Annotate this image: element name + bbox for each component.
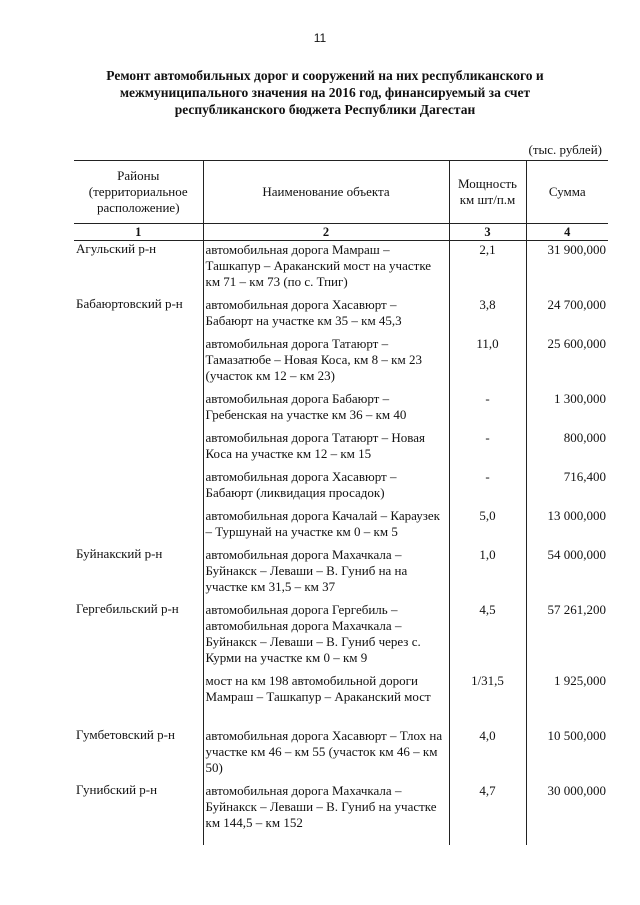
header-row: [74, 161, 608, 224]
header-object: Наименование объекта: [203, 161, 449, 224]
sum-cell: 25 600,000: [547, 336, 606, 351]
table-row: [74, 672, 608, 727]
power-cell: 5,0: [449, 507, 526, 546]
district-cell: [74, 335, 203, 390]
units-label: (тыс. рублей): [528, 142, 602, 157]
power-cell: -: [449, 390, 526, 429]
district-cell: Бабаюртовский р-н: [76, 296, 183, 311]
sum-cell: 54 000,000: [547, 547, 606, 562]
table-row: [74, 601, 608, 672]
sum-cell: 1 925,000: [554, 673, 606, 688]
sum-cell: 13 000,000: [547, 508, 606, 523]
object-cell: автомобильная дорога Мамраш – Ташкапур – Араканский мост на участке км 71 – км 73 (по с. Тпиг): [203, 241, 449, 297]
column-number: 1: [74, 224, 203, 241]
object-cell: автомобильная дорога Хасавюрт – Тлох на участке км 46 – км 55 (участок км 46 – км 50): [203, 727, 449, 782]
sum-cell: 10 500,000: [547, 728, 606, 743]
sum-cell: 31 900,000: [547, 242, 606, 257]
power-cell: 4,0: [449, 727, 526, 782]
sum-cell: 57 261,200: [547, 602, 606, 617]
column-number: 3: [449, 224, 526, 241]
object-cell: автомобильная дорога Татаюрт – Тамазатюбе – Новая Коса, км 8 – км 23 (участок км 12 – км 23): [203, 335, 449, 390]
object-cell: автомобильная дорога Махачкала – Буйнакск – Леваши – В. Гуниб на участке км 144,5 – км 152: [203, 782, 449, 845]
district-cell: [74, 507, 203, 546]
page-number: 11: [313, 31, 327, 45]
power-cell: -: [449, 468, 526, 507]
object-cell: автомобильная дорога Бабаюрт – Гребенская на участке км 36 – км 40: [203, 390, 449, 429]
table-row: [74, 782, 608, 845]
roads-table: [74, 160, 608, 845]
power-cell: 3,8: [449, 296, 526, 335]
object-cell: мост на км 198 автомобильной дороги Мамраш – Ташкапур – Араканский мост: [203, 672, 449, 727]
table-row: [74, 468, 608, 507]
table-row: [74, 335, 608, 390]
sum-cell: 1 300,000: [554, 391, 606, 406]
header-sum: Сумма: [526, 161, 608, 224]
object-cell: автомобильная дорога Хасавюрт – Бабаюрт на участке км 35 – км 45,3: [203, 296, 449, 335]
sum-cell: 30 000,000: [547, 783, 606, 798]
district-cell: [74, 468, 203, 507]
table-row: [74, 546, 608, 601]
power-cell: -: [449, 429, 526, 468]
object-cell: автомобильная дорога Татаюрт – Новая Коса на участке км 12 – км 15: [203, 429, 449, 468]
column-number: 2: [203, 224, 449, 241]
object-cell: автомобильная дорога Махачкала – Буйнакск – Леваши – В. Гуниб на на участке км 31,5 – км 37: [203, 546, 449, 601]
district-cell: Агульский р-н: [76, 241, 157, 256]
power-cell: 2,1: [449, 241, 526, 297]
header-power: Мощность км шт/п.м: [449, 161, 526, 224]
object-cell: автомобильная дорога Гергебиль – автомобильная дорога Махачкала – Буйнакск – Леваши – В. Гуниб через с. Курми на участке км 0 – км 9: [203, 601, 449, 672]
district-cell: Гумбетовский р-н: [76, 727, 175, 742]
title-line: межмуниципального значения на 2016 год, финансируемый за счет: [119, 85, 531, 100]
title-line: республиканского бюджета Республики Дагестан: [174, 102, 476, 117]
district-cell: Буйнакский р-н: [76, 546, 163, 561]
power-cell: 1,0: [449, 546, 526, 601]
district-cell: [74, 429, 203, 468]
title-line: Ремонт автомобильных дорог и сооружений на них республиканского и: [106, 68, 544, 83]
district-cell: [74, 672, 203, 727]
column-number-row: [74, 224, 608, 241]
table-row: [74, 296, 608, 335]
object-cell: автомобильная дорога Качалай – Караузек – Туршунай на участке км 0 – км 5: [203, 507, 449, 546]
sum-cell: 716,400: [563, 469, 606, 484]
district-cell: Гергебильский р-н: [76, 601, 179, 616]
column-number: 4: [526, 224, 608, 241]
district-cell: [74, 390, 203, 429]
power-cell: 1/31,5: [449, 672, 526, 727]
document-title: [70, 67, 580, 118]
power-cell: 11,0: [449, 335, 526, 390]
power-cell: 4,7: [449, 782, 526, 845]
table-row: [74, 727, 608, 782]
sum-cell: 24 700,000: [547, 297, 606, 312]
power-cell: 4,5: [449, 601, 526, 672]
district-cell: Гунибский р-н: [76, 782, 158, 797]
object-cell: автомобильная дорога Хасавюрт – Бабаюрт (ликвидация просадок): [203, 468, 449, 507]
sum-cell: 800,000: [563, 430, 606, 445]
table-row: [74, 507, 608, 546]
table-row: [74, 429, 608, 468]
header-district: Районы (территориальное расположение): [74, 161, 203, 224]
table-row: [74, 241, 608, 297]
table-row: [74, 390, 608, 429]
